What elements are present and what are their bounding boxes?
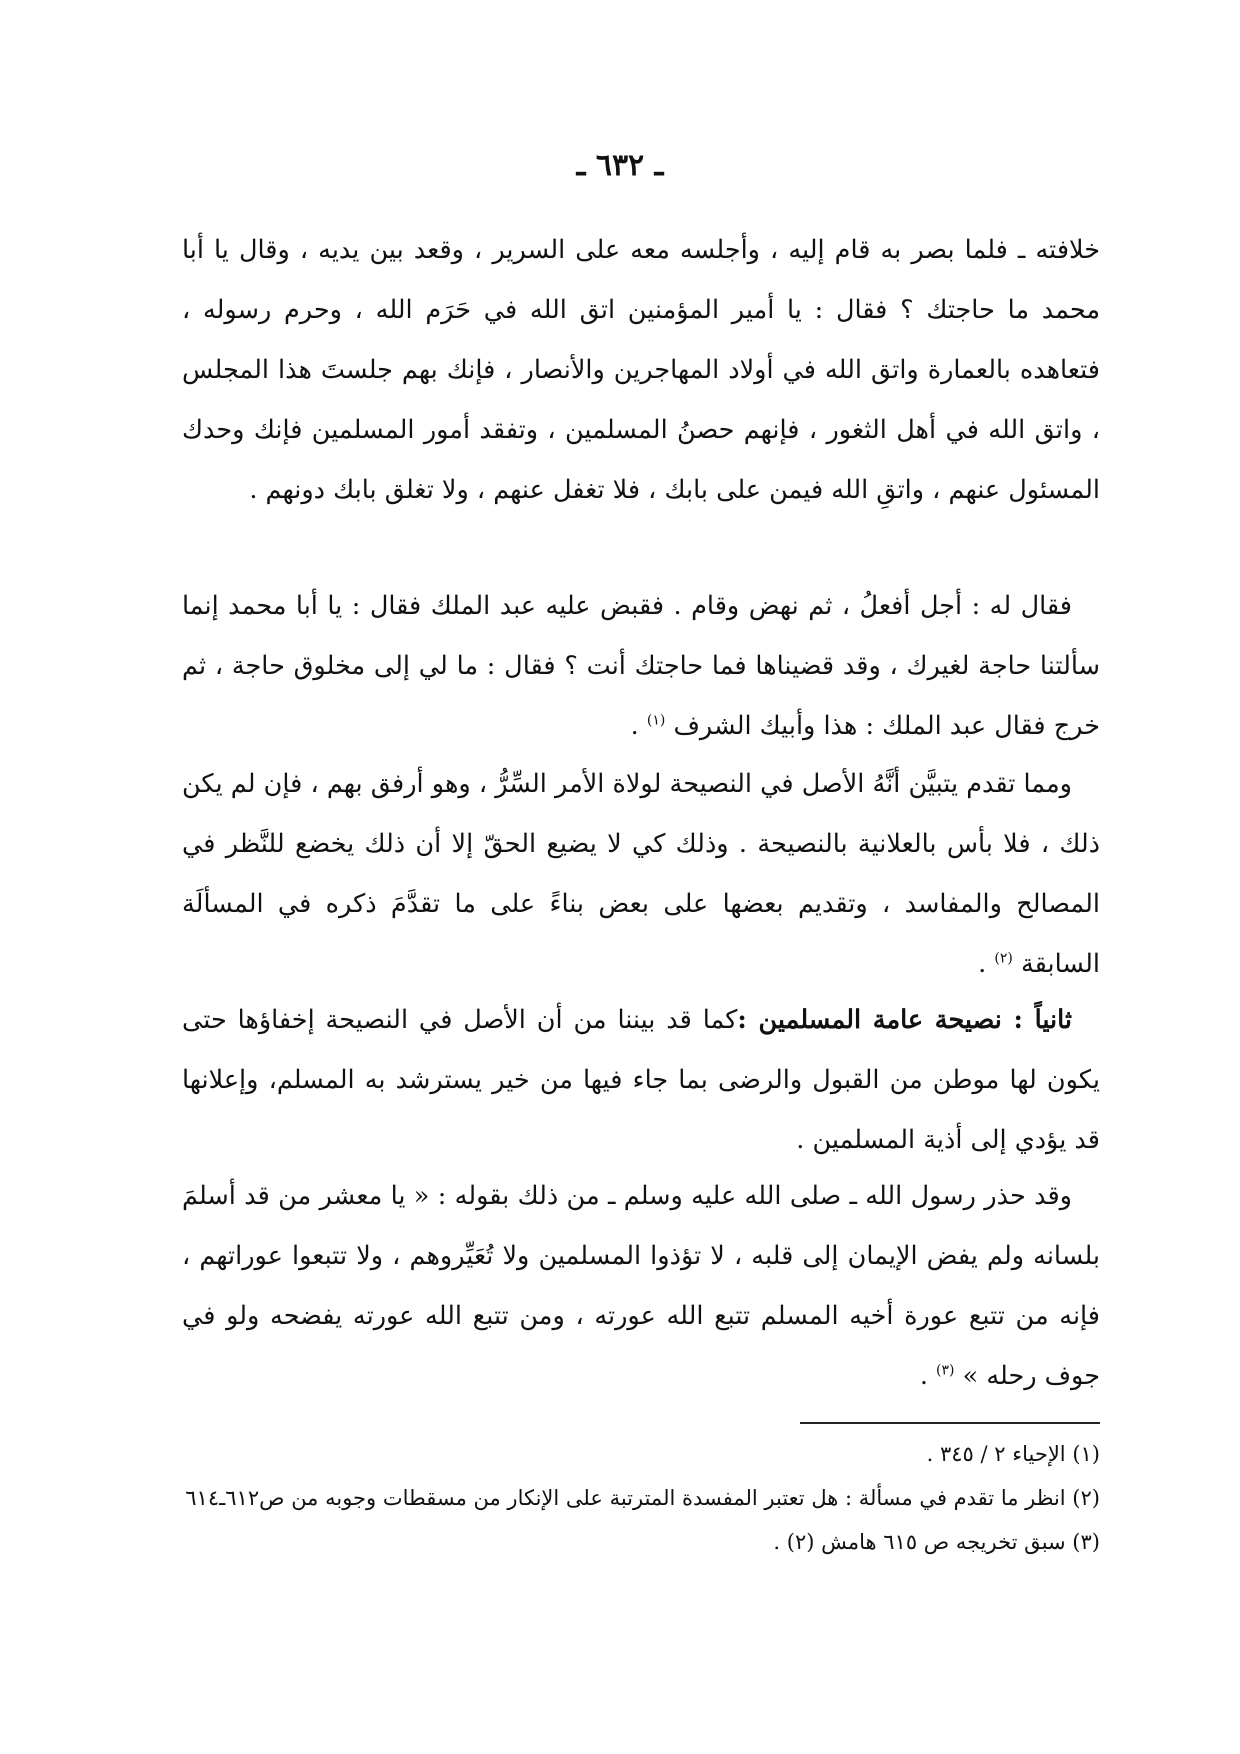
paragraph-5: وقد حذر رسول الله ـ صلى الله عليه وسلم ـ من ذلك بقوله : « يا معشر من قد أسلمَ بلسانه ولم يفض الإيمان إلى قلبه ، لا تؤذوا المسلمين ولا تُعَيِّروهم ، ولا تتبعوا عوراتهم ، فإنه من تتبع عورة أخيه المسلم تتبع الله عورته ، ومن تتبع الله عورته يفضحه ولو في جوف رحله » $^{(٣)}$ .	[182, 1181, 1100, 1391]
paragraph-2: فقال له : أجل أفعلُ ، ثم نهض وقام . فقبض عليه عبد الملك فقال : يا أبا محمد إنما سألتنا حاجة لغيرك ، وقد قضيناها فما حاجتك أنت ؟ فقال : ما لي إلى مخلوق حاجة ، ثم خرج فقال عبد الملك : هذا وأبيك الشرف $^{(١)}$ .	[182, 591, 1100, 741]
paragraph-4-text: كما قد بيننا من أن الأصل في النصيحة إخفاؤها حتى يكون لها موطن من القبول والرضى بما جاء فيها من خير يسترشد به المسلم، وإعلانها قد يؤدي إلى أذية المسلمين .	[182, 1005, 1100, 1155]
paragraph-5-text: وقد حذر رسول الله ـ صلى الله عليه وسلم ـ من ذلك بقوله : « يا معشر من قد أسلمَ بلسانه ولم يفض الإيمان إلى قلبه ، لا تؤذوا المسلمين ولا تُعَيِّروهم ، ولا تتبعوا عوراتهم ، فإنه من تتبع عورة أخيه المسلم تتبع الله عورته ، ومن تتبع الله عورته يفضحه ولو في جوف رحله »	[182, 1181, 1100, 1391]
footnote-2: (٢) انظر ما تقدم في مسألة : هل تعتبر المفسدة المترتبة على الإنكار من مسقطات وجوبه من ص٦١٢ـ٦١٤	[185, 1486, 1100, 1510]
footnote-marker-2: (٢)	[994, 950, 1013, 967]
section-heading: ثانياً : نصيحة عامة المسلمين :	[737, 1005, 1073, 1035]
footnotes	[160, 1432, 1100, 1564]
footnote-marker-3: (٣)	[936, 1362, 955, 1379]
paragraph-3: ومما تقدم يتبيَّن أنَّهُ الأصل في النصيحة لولاة الأمر السِّرُّ ، وهو أرفق بهم ، فإن لم يكن ذلك ، فلا بأس بالعلانية بالنصيحة . وذلك كي لا يضيع الحقّ إلا أن ذلك يخضع للنَّظر في المصالح والمفاسد ، وتقديم بعضها على بعض بناءً على ما تقدَّمَ ذكره في المسألَة السابقة $^{(٢)}$ .	[182, 769, 1100, 979]
paragraph-3-text: ومما تقدم يتبيَّن أنَّهُ الأصل في النصيحة لولاة الأمر السِّرُّ ، وهو أرفق بهم ، فإن لم يكن ذلك ، فلا بأس بالعلانية بالنصيحة . وذلك كي لا يضيع الحقّ إلا أن ذلك يخضع للنَّظر في المصالح والمفاسد ، وتقديم بعضها على بعض بناءً على ما تقدَّمَ ذكره في المسألَة السابقة	[182, 769, 1100, 979]
paragraph-1	[182, 220, 1100, 520]
footnote-3: (٣) سبق تخريجه ص ٦١٥ هامش (٢) .	[773, 1530, 1100, 1554]
footnote-divider	[800, 1422, 1100, 1424]
paragraph-4	[182, 990, 1100, 1170]
footnote-marker-1: (١)	[646, 712, 666, 729]
paragraph-2-text: فقال له : أجل أفعلُ ، ثم نهض وقام . فقبض عليه عبد الملك فقال : يا أبا محمد إنما سألتنا حاجة لغيرك ، وقد قضيناها فما حاجتك أنت ؟ فقال : ما لي إلى مخلوق حاجة ، ثم خرج فقال عبد الملك : هذا وأبيك الشرف	[182, 591, 1100, 741]
page-number: ـ ٦٣٢ ـ	[576, 148, 664, 183]
paragraph-1-text: خلافته ـ فلما بصر به قام إليه ، وأجلسه معه على السرير ، وقعد بين يديه ، وقال يا أبا محمد ما حاجتك ؟ فقال : يا أمير المؤمنين اتق الله في حَرَم الله ، وحرم رسوله ، فتعاهده بالعمارة واتق الله في أولاد المهاجرين والأنصار ، فإنك بهم جلستَ هذا المجلس ، واتق الله في أهل الثغور ، فإنهم حصنُ المسلمين ، وتفقد أمور المسلمين فإنك وحدك المسئول عنهم ، واتقِ الله فيمن على بابك ، فلا تغفل عنهم ، ولا تغلق بابك دونهم .	[182, 235, 1100, 505]
footnote-1: (١) الإحياء ٢ / ٣٤٥ .	[926, 1442, 1100, 1466]
